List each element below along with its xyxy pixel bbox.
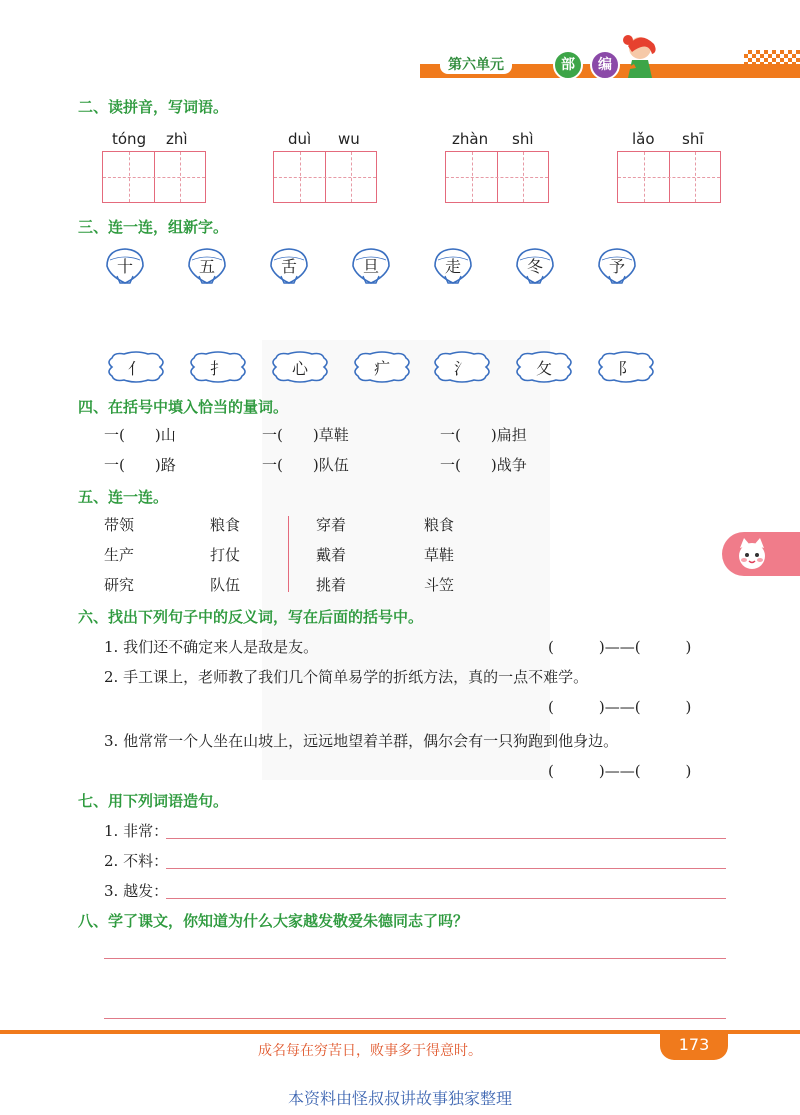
section-7-title: 七、用下列词语造句。 bbox=[78, 792, 229, 810]
credit-line: 本资料由怪叔叔讲故事独家整理 bbox=[287, 1089, 512, 1108]
pinyin: shī bbox=[682, 130, 704, 148]
section-6-title: 六、找出下列句子中的反义词，写在后面的括号中。 bbox=[78, 608, 424, 626]
answer-line[interactable] bbox=[104, 958, 726, 959]
answer-line[interactable] bbox=[104, 1018, 726, 1019]
cloud-tile[interactable] bbox=[594, 350, 658, 384]
antonym-question-1: 1. 我们还不确定来人是敌是友。 bbox=[104, 638, 319, 656]
cloud-tile[interactable] bbox=[186, 350, 250, 384]
answer-line[interactable] bbox=[166, 868, 726, 869]
match-word[interactable]: 挑着 bbox=[316, 576, 347, 594]
shell-tile[interactable] bbox=[430, 246, 476, 286]
match-word[interactable]: 带领 bbox=[104, 516, 135, 534]
shell-char: 十 bbox=[116, 257, 133, 276]
pinyin: wu bbox=[338, 130, 360, 148]
writing-grid[interactable] bbox=[102, 151, 206, 203]
measure-item[interactable]: 一( )扁担 bbox=[440, 426, 527, 444]
section-5-title: 五、连一连。 bbox=[78, 488, 169, 506]
pinyin: zhàn bbox=[452, 130, 489, 148]
pinyin: shì bbox=[512, 130, 534, 148]
cloud-char: 氵 bbox=[453, 359, 470, 378]
match-word[interactable]: 打仗 bbox=[210, 546, 241, 564]
shell-char: 予 bbox=[608, 257, 625, 276]
antonym-answer-blank[interactable]: ( )——( ) bbox=[548, 638, 692, 656]
unit-title: 第六单元 bbox=[440, 54, 512, 74]
shell-char: 五 bbox=[198, 257, 215, 276]
cloud-tile[interactable] bbox=[104, 350, 168, 384]
cloud-tile[interactable] bbox=[512, 350, 576, 384]
writing-grid[interactable] bbox=[445, 151, 549, 203]
shell-tile[interactable] bbox=[184, 246, 230, 286]
cloud-tile[interactable] bbox=[430, 350, 494, 384]
pinyin: lǎo bbox=[632, 130, 655, 148]
shell-tile[interactable] bbox=[102, 246, 148, 286]
antonym-answer-blank[interactable]: ( )——( ) bbox=[548, 762, 692, 780]
shell-tile[interactable] bbox=[594, 246, 640, 286]
section-8-title: 八、学了课文，你知道为什么大家越发敬爱朱德同志了吗？ bbox=[78, 912, 469, 930]
match-word[interactable]: 生产 bbox=[104, 546, 135, 564]
shell-char: 冬 bbox=[526, 257, 543, 276]
match-divider bbox=[288, 516, 289, 592]
cloud-tile[interactable] bbox=[350, 350, 414, 384]
measure-item[interactable]: 一( )战争 bbox=[440, 456, 527, 474]
cloud-char: 心 bbox=[291, 359, 308, 378]
cloud-char: 扌 bbox=[209, 359, 226, 378]
cloud-char: 亻 bbox=[127, 359, 144, 378]
antonym-question-3: 3. 他常常一个人坐在山坡上，远远地望着羊群，偶尔会有一只狗跑到他身边。 bbox=[104, 732, 619, 750]
header-checker-pattern bbox=[744, 50, 800, 78]
sentence-word: 1. 非常： bbox=[104, 822, 169, 840]
writing-grid[interactable] bbox=[617, 151, 721, 203]
badge-bian: 编 bbox=[590, 50, 620, 80]
answer-line[interactable] bbox=[166, 838, 726, 839]
cloud-char: 阝 bbox=[617, 359, 634, 378]
match-word[interactable]: 草鞋 bbox=[424, 546, 455, 564]
match-word[interactable]: 戴着 bbox=[316, 546, 347, 564]
shell-char: 走 bbox=[444, 257, 461, 276]
cloud-tile[interactable] bbox=[268, 350, 332, 384]
shell-char: 旦 bbox=[362, 257, 379, 276]
pinyin: tóng bbox=[112, 130, 147, 148]
pinyin: duì bbox=[288, 130, 312, 148]
sentence-word: 3. 越发： bbox=[104, 882, 169, 900]
cloud-char: 攵 bbox=[535, 359, 552, 378]
match-word[interactable]: 研究 bbox=[104, 576, 135, 594]
section-2-title: 二、读拼音，写词语。 bbox=[78, 98, 229, 116]
answer-line[interactable] bbox=[166, 898, 726, 899]
footer-motto: 成名每在穷苦日，败事多于得意时。 bbox=[258, 1043, 482, 1059]
cartoon-face-icon bbox=[734, 536, 770, 572]
cloud-char: 疒 bbox=[373, 359, 390, 378]
sentence-word: 2. 不料： bbox=[104, 852, 169, 870]
measure-item[interactable]: 一( )队伍 bbox=[262, 456, 349, 474]
measure-item[interactable]: 一( )路 bbox=[104, 456, 176, 474]
match-word[interactable]: 队伍 bbox=[210, 576, 241, 594]
match-word[interactable]: 粮食 bbox=[210, 516, 241, 534]
section-3-title: 三、连一连，组新字。 bbox=[78, 218, 229, 236]
shell-tile[interactable] bbox=[512, 246, 558, 286]
match-word[interactable]: 斗笠 bbox=[424, 576, 455, 594]
watermark-background bbox=[262, 340, 550, 780]
match-word[interactable]: 穿着 bbox=[316, 516, 347, 534]
match-word[interactable]: 粮食 bbox=[424, 516, 455, 534]
cartoon-girl-icon bbox=[618, 30, 664, 82]
antonym-answer-blank[interactable]: ( )——( ) bbox=[548, 698, 692, 716]
measure-item[interactable]: 一( )草鞋 bbox=[262, 426, 349, 444]
writing-grid[interactable] bbox=[273, 151, 377, 203]
page-number: 173 bbox=[660, 1030, 728, 1060]
badge-bu: 部 bbox=[553, 50, 583, 80]
pinyin: zhì bbox=[166, 130, 188, 148]
section-4-title: 四、在括号中填入恰当的量词。 bbox=[78, 398, 289, 416]
measure-item[interactable]: 一( )山 bbox=[104, 426, 176, 444]
shell-tile[interactable] bbox=[266, 246, 312, 286]
shell-char: 舌 bbox=[280, 257, 297, 276]
antonym-question-2: 2. 手工课上，老师教了我们几个简单易学的折纸方法，真的一点不难学。 bbox=[104, 668, 589, 686]
shell-tile[interactable] bbox=[348, 246, 394, 286]
